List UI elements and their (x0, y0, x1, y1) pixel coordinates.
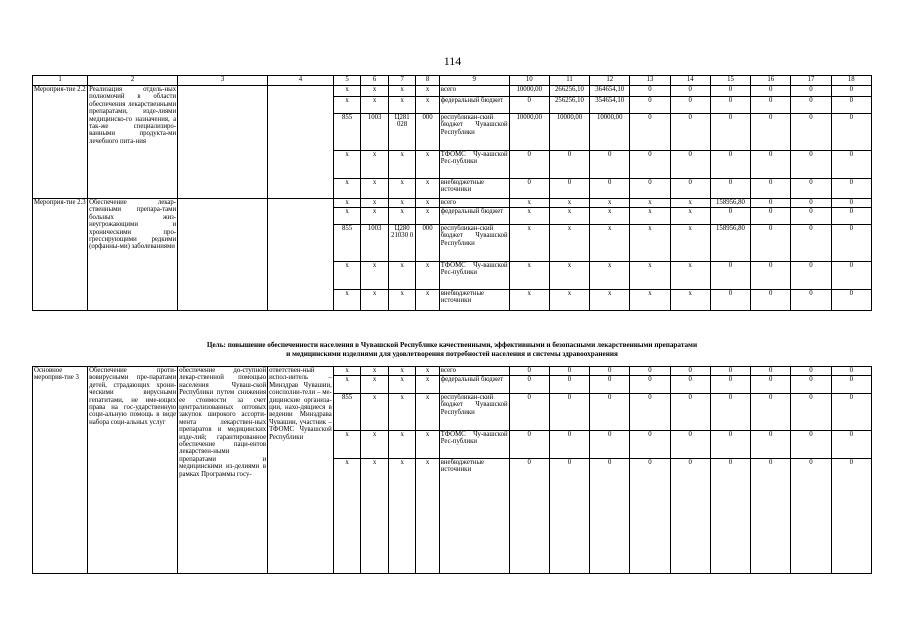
funding-value: 0 (791, 179, 831, 199)
funding-value: 0 (630, 151, 670, 179)
column-number: 11 (549, 76, 589, 86)
page-number: 114 (443, 54, 462, 68)
budget-code-c7: x (388, 431, 416, 459)
funding-source: ТФОМС Чу-вашской Рес-публики (439, 262, 509, 290)
column-number: 12 (590, 76, 630, 86)
budget-code-c8: 000 (416, 114, 439, 151)
funding-value: 0 (710, 114, 750, 151)
funding-source: ТФОМС Чу-вашской Рес-публики (439, 431, 509, 459)
funding-value: 0 (751, 151, 791, 179)
budget-code-c5: x (333, 431, 361, 459)
funding-value: 0 (509, 367, 549, 376)
budget-code-c7: Ц280 21030 0 (388, 225, 416, 262)
funding-value: 0 (670, 367, 710, 376)
funding-value: x (590, 290, 630, 311)
budget-code-c8: x (416, 97, 439, 114)
funding-value: 0 (751, 97, 791, 114)
funding-value: 0 (590, 367, 630, 376)
budget-code-c5: x (333, 199, 361, 208)
budget-code-c7: x (388, 290, 416, 311)
budget-code-c8: x (416, 151, 439, 179)
funding-value: 0 (831, 208, 871, 225)
funding-source: федеральный бюджет (439, 208, 509, 225)
budget-code-c5: x (333, 86, 361, 97)
funding-value: 0 (791, 208, 831, 225)
column-number: 4 (268, 76, 334, 86)
column-number: 5 (333, 76, 361, 86)
program-table-top (32, 75, 872, 311)
funding-value: x (670, 208, 710, 225)
funding-value: 0 (630, 394, 670, 431)
funding-value: x (509, 199, 549, 208)
funding-value: 0 (791, 431, 831, 459)
budget-code-c8: x (416, 199, 439, 208)
funding-value: 0 (831, 225, 871, 262)
funding-value: 0 (710, 459, 750, 574)
budget-code-c8: x (416, 208, 439, 225)
funding-value: 0 (670, 151, 710, 179)
budget-code-c7: x (388, 86, 416, 97)
funding-value: 0 (831, 179, 871, 199)
measure-description: обеспечение до-ступной лекар-ственной помощью населения Чуваш-ской Республики путем снижения ее стоимости за счет централизованных оптовых закупок широкого ассорти-мента лекарствен-ных препаратов и медицинских изде-лий; гарантированное обеспечение паци-ентов лекарствен-ными препаратами и медицинскими из-делиями в рамках Программы госу- (178, 367, 268, 574)
funding-value: 10000,00 (549, 114, 589, 151)
column-number: 14 (670, 76, 710, 86)
budget-code-c5: 855 (333, 114, 361, 151)
funding-source: внебюджетные источники (439, 459, 509, 574)
budget-code-c5: x (333, 367, 361, 376)
funding-value: x (630, 290, 670, 311)
column-number: 15 (710, 76, 750, 86)
budget-code-c6: x (361, 376, 389, 394)
funding-value: 0 (751, 179, 791, 199)
funding-value: 0 (509, 459, 549, 574)
funding-value: 0 (670, 394, 710, 431)
funding-value: 0 (509, 431, 549, 459)
funding-value: 0 (710, 262, 750, 290)
funding-value: 0 (831, 199, 871, 208)
funding-value: 0 (710, 208, 750, 225)
funding-source: федеральный бюджет (439, 97, 509, 114)
budget-code-c8: x (416, 376, 439, 394)
funding-source: всего (439, 367, 509, 376)
funding-value: 0 (670, 179, 710, 199)
program-table-bottom (32, 366, 872, 574)
budget-code-c8: x (416, 290, 439, 311)
funding-value: 0 (831, 97, 871, 114)
budget-code-c7: x (388, 394, 416, 431)
funding-value: 0 (751, 114, 791, 151)
funding-value: 0 (831, 431, 871, 459)
budget-code-c7: x (388, 262, 416, 290)
funding-value: 0 (791, 97, 831, 114)
funding-value: 0 (710, 151, 750, 179)
funding-value: 0 (791, 367, 831, 376)
measure-executor: ответствен-ный испол-нитель – Минздрав Чувашии, соисполни-тели – ме-дицинские организа-ции, нахо-дящиеся в ведении Минздрава Чувашии, участник – ТФОМС Чувашской Республики (268, 367, 334, 574)
funding-value: 0 (831, 262, 871, 290)
funding-value: 0 (509, 97, 549, 114)
funding-source: всего (439, 86, 509, 97)
funding-value: 158956,80 (710, 199, 750, 208)
budget-code-c7: Ц281 028 (388, 114, 416, 151)
funding-value: x (670, 262, 710, 290)
funding-value: 0 (791, 86, 831, 97)
funding-value: 0 (751, 376, 791, 394)
funding-value: 0 (831, 151, 871, 179)
funding-value: 10000,00 (509, 114, 549, 151)
funding-value: 0 (590, 376, 630, 394)
funding-value: 0 (791, 225, 831, 262)
goal-line-1: Цель: повышение обеспеченности населения в Чувашской Республике качественными, эффективными и безопасными лекарственными препаратами (206, 341, 698, 349)
funding-value: 0 (630, 431, 670, 459)
funding-value: 0 (751, 199, 791, 208)
column-number: 3 (178, 76, 268, 86)
funding-value: 0 (710, 86, 750, 97)
column-number: 8 (416, 76, 439, 86)
funding-value: 0 (791, 114, 831, 151)
funding-value: x (590, 199, 630, 208)
funding-value: 0 (590, 179, 630, 199)
budget-code-c5: x (333, 97, 361, 114)
table-row (33, 86, 872, 97)
funding-value: 0 (710, 179, 750, 199)
funding-value: 0 (831, 459, 871, 574)
funding-source: республикан-ский бюджет Чувашской Республики (439, 114, 509, 151)
budget-code-c6: x (361, 459, 389, 574)
funding-value: 0 (549, 151, 589, 179)
funding-value: 10000,00 (590, 114, 630, 151)
measure-executor (268, 199, 334, 311)
funding-value: 0 (751, 208, 791, 225)
funding-source: внебюджетные источники (439, 179, 509, 199)
funding-value: 0 (710, 290, 750, 311)
budget-code-c8: x (416, 86, 439, 97)
funding-value: 0 (791, 151, 831, 179)
funding-value: 0 (831, 367, 871, 376)
budget-code-c6: x (361, 431, 389, 459)
table-row (33, 367, 872, 376)
column-number: 13 (630, 76, 670, 86)
funding-value: 0 (751, 394, 791, 431)
budget-code-c6: x (361, 151, 389, 179)
funding-value: 0 (710, 394, 750, 431)
column-number: 16 (751, 76, 791, 86)
funding-value: 0 (630, 97, 670, 114)
budget-code-c5: x (333, 151, 361, 179)
budget-code-c5: x (333, 290, 361, 311)
budget-code-c6: x (361, 208, 389, 225)
funding-value: 0 (549, 431, 589, 459)
funding-value: 0 (670, 97, 710, 114)
funding-value: x (590, 208, 630, 225)
funding-value: x (549, 208, 589, 225)
funding-value: 0 (630, 367, 670, 376)
funding-value: x (670, 290, 710, 311)
goal-line-2: и медицинскими изделиями для удовлетворения потребностей населения и системы здравоохранения (286, 350, 618, 358)
budget-code-c6: x (361, 394, 389, 431)
budget-code-c5: 855 (333, 225, 361, 262)
funding-value: 0 (590, 459, 630, 574)
funding-value: 0 (670, 114, 710, 151)
budget-code-c7: x (388, 97, 416, 114)
budget-code-c7: x (388, 459, 416, 574)
funding-value: 0 (630, 86, 670, 97)
funding-value: 0 (630, 114, 670, 151)
funding-value: 0 (710, 97, 750, 114)
funding-value: 0 (509, 179, 549, 199)
funding-value: 158956,80 (710, 225, 750, 262)
column-number: 18 (831, 76, 871, 86)
funding-value: 0 (710, 431, 750, 459)
column-number: 2 (88, 76, 178, 86)
funding-value: 0 (549, 459, 589, 574)
budget-code-c6: 1003 (361, 225, 389, 262)
funding-value: 0 (670, 376, 710, 394)
funding-value: 0 (791, 376, 831, 394)
budget-code-c6: x (361, 97, 389, 114)
funding-value: x (549, 199, 589, 208)
funding-value: 0 (549, 179, 589, 199)
funding-value: 0 (710, 367, 750, 376)
funding-value: 0 (751, 86, 791, 97)
budget-code-c6: x (361, 86, 389, 97)
funding-value: 0 (751, 262, 791, 290)
funding-value: 0 (791, 459, 831, 574)
funding-value: 0 (791, 199, 831, 208)
column-number: 10 (509, 76, 549, 86)
budget-code-c7: x (388, 376, 416, 394)
funding-value: 0 (590, 394, 630, 431)
funding-value: 0 (670, 459, 710, 574)
funding-value: 354654,10 (590, 97, 630, 114)
funding-value: x (630, 199, 670, 208)
budget-code-c7: x (388, 199, 416, 208)
measure-description (178, 86, 268, 199)
budget-code-c8: x (416, 262, 439, 290)
budget-code-c6: x (361, 367, 389, 376)
measure-code: Мероприя-тие 2.2 (33, 86, 88, 199)
budget-code-c8: x (416, 367, 439, 376)
budget-code-c8: x (416, 179, 439, 199)
funding-value: 0 (630, 459, 670, 574)
budget-code-c7: x (388, 151, 416, 179)
funding-value: x (670, 199, 710, 208)
funding-value: x (590, 262, 630, 290)
funding-value: 0 (590, 151, 630, 179)
funding-value: 0 (831, 86, 871, 97)
funding-value: x (630, 225, 670, 262)
funding-value: 0 (710, 376, 750, 394)
budget-code-c5: x (333, 179, 361, 199)
measure-executor (268, 86, 334, 199)
measure-name: Обеспечение проти-вовирусными пре-паратами детей, страдающих хрони-ческими вирусными гепатитами, не име-ющих права на гос-ударственную соци-альную помощь в виде набора соци-альных услуг (88, 367, 178, 574)
funding-value: 0 (791, 262, 831, 290)
funding-source: ТФОМС Чу-вашской Рес-публики (439, 151, 509, 179)
budget-code-c7: x (388, 208, 416, 225)
budget-code-c7: x (388, 367, 416, 376)
funding-source: республикан-ский бюджет Чувашской Республики (439, 394, 509, 431)
funding-value: 0 (509, 376, 549, 394)
funding-value: 0 (791, 290, 831, 311)
budget-code-c6: x (361, 179, 389, 199)
measure-name: Реализация отдель-ных полномочий в области обеспечения лекарственными препаратами, изде-лиями медицинско-го назначения, а так-же специализиро-ванными продукта-ми лечебного пита-ния (88, 86, 178, 199)
column-number: 7 (388, 76, 416, 86)
funding-value: x (509, 225, 549, 262)
budget-code-c5: x (333, 376, 361, 394)
funding-value: 0 (509, 394, 549, 431)
funding-source: республикан-ский бюджет Чувашской Республики (439, 225, 509, 262)
budget-code-c8: 000 (416, 225, 439, 262)
goal-heading (32, 341, 872, 359)
funding-value: x (509, 290, 549, 311)
funding-value: 364654,10 (590, 86, 630, 97)
funding-value: 0 (549, 394, 589, 431)
budget-code-c5: x (333, 262, 361, 290)
budget-code-c8: x (416, 459, 439, 574)
funding-value: 0 (670, 86, 710, 97)
column-number: 17 (791, 76, 831, 86)
measure-code: Основное мероприя-тие 3 (33, 367, 88, 574)
funding-source: федеральный бюджет (439, 376, 509, 394)
header-row (33, 76, 872, 86)
funding-value: x (630, 262, 670, 290)
funding-value: 0 (751, 290, 791, 311)
column-number: 1 (33, 76, 88, 86)
budget-code-c8: x (416, 394, 439, 431)
budget-code-c5: x (333, 459, 361, 574)
funding-value: 0 (630, 376, 670, 394)
funding-value: 0 (831, 114, 871, 151)
budget-code-c6: x (361, 262, 389, 290)
measure-description (178, 199, 268, 311)
funding-value: 0 (831, 394, 871, 431)
funding-value: 256256,10 (549, 97, 589, 114)
funding-value: x (670, 225, 710, 262)
budget-code-c8: x (416, 431, 439, 459)
funding-value: 0 (751, 367, 791, 376)
column-number: 9 (439, 76, 509, 86)
funding-value: 0 (670, 431, 710, 459)
funding-value: x (549, 262, 589, 290)
funding-value: x (590, 225, 630, 262)
funding-value: x (509, 208, 549, 225)
funding-value: 0 (630, 179, 670, 199)
funding-value: 0 (590, 431, 630, 459)
funding-value: x (630, 208, 670, 225)
funding-value: 0 (549, 367, 589, 376)
budget-code-c5: 855 (333, 394, 361, 431)
table-row (33, 199, 872, 208)
budget-code-c6: 1003 (361, 114, 389, 151)
funding-value: x (549, 225, 589, 262)
budget-code-c6: x (361, 290, 389, 311)
column-number: 6 (361, 76, 389, 86)
funding-value: x (549, 290, 589, 311)
measure-name: Обеспечение лекар-ственными препара-тами больных жиз-неугрожающими и хроническими про-грессирующими редкими (орфанны-ми) заболеваниями (88, 199, 178, 311)
budget-code-c6: x (361, 199, 389, 208)
funding-value: 0 (751, 431, 791, 459)
funding-source: всего (439, 199, 509, 208)
funding-value: x (509, 262, 549, 290)
funding-value: 266256,10 (549, 86, 589, 97)
funding-value: 10000,00 (509, 86, 549, 97)
funding-source: внебюджетные источники (439, 290, 509, 311)
budget-code-c7: x (388, 179, 416, 199)
measure-code: Мероприя-тие 2.3 (33, 199, 88, 311)
funding-value: 0 (751, 225, 791, 262)
funding-value: 0 (791, 394, 831, 431)
funding-value: 0 (831, 290, 871, 311)
funding-value: 0 (509, 151, 549, 179)
budget-code-c5: x (333, 208, 361, 225)
funding-value: 0 (549, 376, 589, 394)
funding-value: 0 (831, 376, 871, 394)
funding-value: 0 (751, 459, 791, 574)
